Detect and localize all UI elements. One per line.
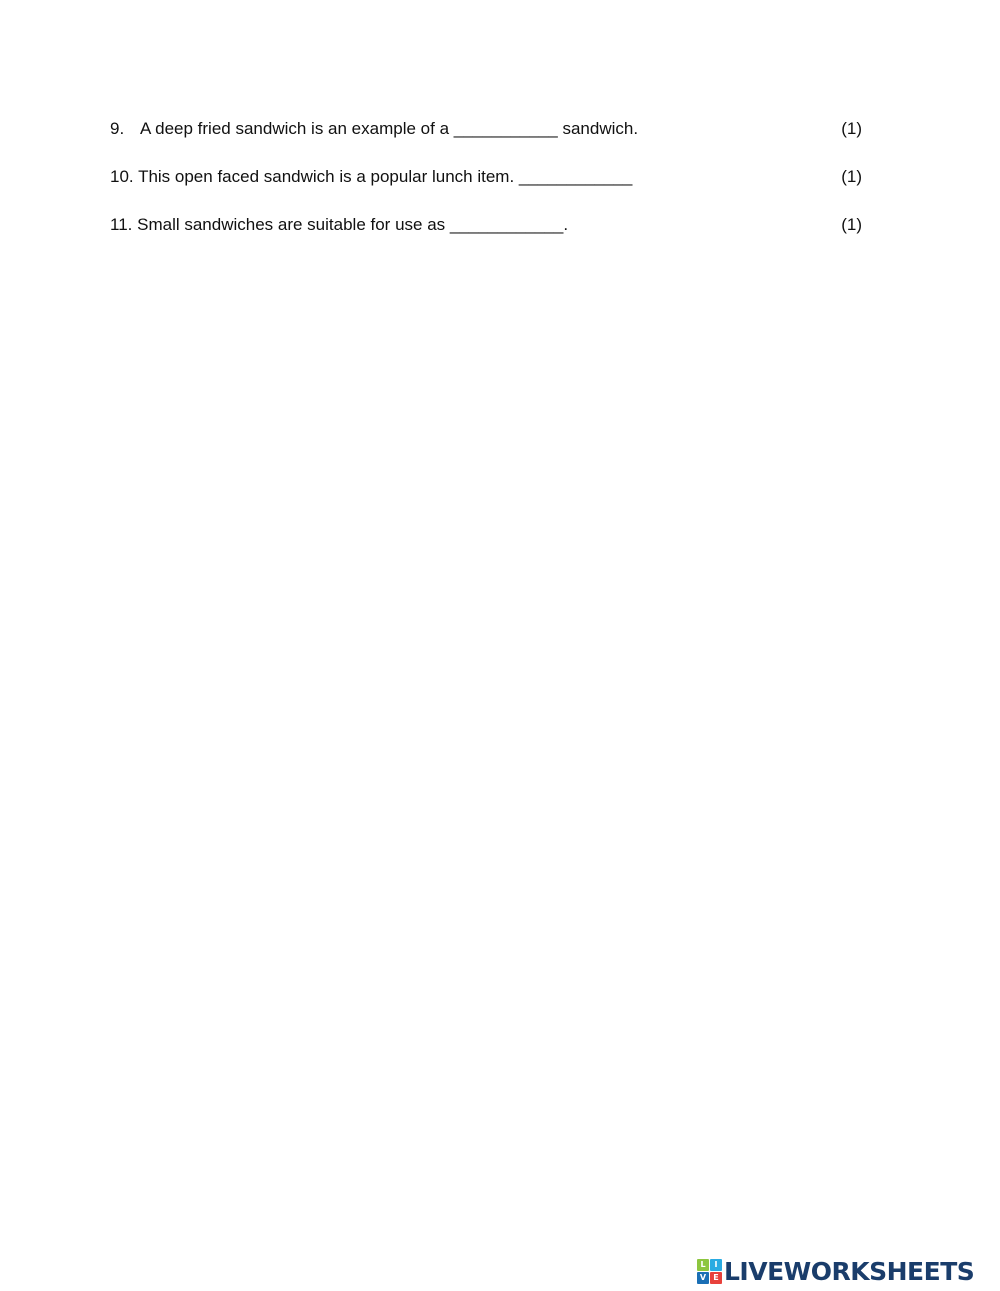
live-blocks-icon [697,1259,721,1283]
question-number: 9. [110,119,125,138]
question-11 [110,211,862,239]
question-10 [110,163,862,191]
question-9 [110,115,862,143]
question-text-content: Small sandwiches are suitable for use as ____________. [137,215,569,234]
logo-letter-i: I [710,1259,722,1271]
question-number: 11. [110,215,133,234]
brand-name: LIVEWORKSHEETS [724,1256,975,1286]
question-text [132,211,841,239]
logo-letter-e: E [710,1272,722,1284]
question-marks: (1) [841,119,862,138]
question-text-content: This open faced sandwich is a popular lunch item. ____________ [138,167,633,186]
question-text [134,163,842,191]
logo-letter-v: V [697,1272,709,1284]
question-number: 10. [110,167,134,186]
question-text: A deep fried sandwich is an example of a ___________ sandwich. [140,119,639,138]
question-marks: (1) [841,215,862,234]
logo-letter-l: L [697,1259,709,1271]
liveworksheets-logo[interactable] [697,1253,974,1289]
question-marks: (1) [841,167,862,186]
